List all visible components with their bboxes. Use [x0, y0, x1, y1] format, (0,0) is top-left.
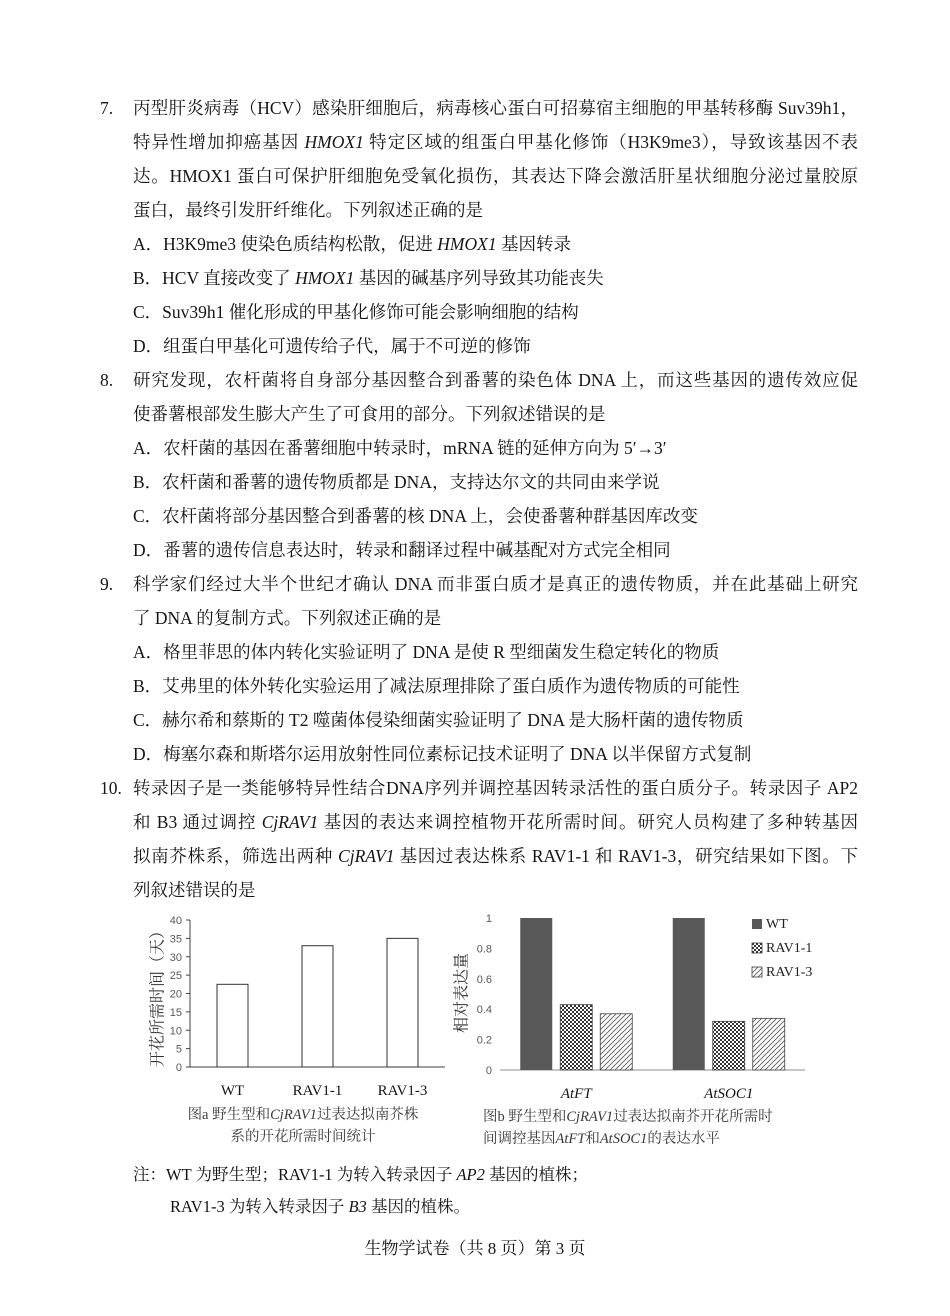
option-d: [133, 737, 858, 771]
y-tick-label: 0: [485, 1065, 492, 1077]
bar: [600, 1014, 632, 1070]
caption-line: [483, 1106, 813, 1128]
option-text: A．H3K9me3 使染色质结构松散，促进: [133, 234, 438, 254]
stem-text: 科学家们经过大半个世纪才确认 DNA 而非蛋白质才是真正的遗传物质，并在此基础上研究: [133, 574, 858, 594]
option-a: [133, 431, 858, 465]
option-text: D．组蛋白甲基化可遗传给子代，属于不可逆的修饰: [133, 336, 531, 356]
legend-swatch: [752, 943, 762, 953]
option-text: 基因的碱基序列导致其功能丧失: [354, 268, 604, 288]
option-b: [133, 261, 858, 295]
option-b: [133, 669, 858, 703]
y-tick-label: 0.6: [476, 973, 492, 986]
stem-text: 特异性增加抑癌基因: [133, 132, 305, 152]
stem-line: [133, 771, 858, 805]
caption-line: [483, 1128, 813, 1150]
stem-text: 使番薯根部发生膨大产生了可食用的部分。下列叙述错误的是: [133, 404, 606, 424]
gene-name: AP2: [456, 1165, 485, 1184]
figure-b-caption: [483, 1106, 813, 1150]
gene-name: HMOX1: [295, 268, 355, 288]
option-text: D．番薯的遗传信息表达时，转录和翻译过程中碱基配对方式完全相同: [133, 540, 671, 560]
y-tick-label: 0.4: [476, 1004, 492, 1017]
gene-name: AtFT: [555, 1131, 586, 1147]
y-tick-label: 0: [175, 1062, 182, 1074]
option-c: [133, 499, 858, 533]
caption-text: 和: [585, 1131, 600, 1147]
stem-line: [133, 567, 858, 601]
option-text: 基因转录: [496, 234, 571, 254]
stem-text: 转录因子是一类能够特异性结合DNA序列并调控基因转录活性的蛋白质分子。转录因子 AP2: [133, 778, 858, 798]
caption-text: 过表达拟南芥株: [316, 1107, 419, 1123]
note-text: RAV1-3 为转入转录因子: [170, 1197, 349, 1216]
stem-line: [133, 601, 858, 635]
gene-expression-bar-chart: [450, 905, 830, 1105]
question-8: [100, 363, 858, 567]
option-c: [133, 703, 858, 737]
stem-line: [133, 839, 858, 873]
note-line: [133, 1159, 588, 1191]
x-tick-label: AtSOC1: [704, 1086, 754, 1102]
y-tick-label: 35: [169, 933, 182, 946]
option-d: [133, 533, 858, 567]
note-text: 基因的植株；: [484, 1165, 588, 1184]
question-number: 10.: [100, 778, 122, 798]
gene-name: HMOX1: [304, 132, 364, 152]
question-list: [100, 91, 859, 907]
x-tick-label: RAV1-3: [377, 1083, 428, 1099]
caption-text: 图b 野生型和: [483, 1109, 567, 1125]
stem-text: 拟南芥株系，筛选出两种: [133, 846, 339, 866]
y-tick-label: 25: [169, 970, 182, 983]
gene-name: AtSOC1: [599, 1131, 648, 1147]
option-c: [133, 295, 858, 329]
y-tick-label: 0.8: [476, 943, 492, 956]
figure-note: [133, 1159, 588, 1223]
caption-text: 过表达拟南芥开花所需时: [613, 1109, 773, 1125]
stem-text: 基因过表达株系 RAV1-1 和 RAV1-3，研究结果如下图。下: [394, 846, 858, 866]
stem-text: 丙型肝炎病毒（HCV）感染肝细胞后，病毒核心蛋白可招募宿主细胞的甲基转移酶 Suv39h1，: [133, 98, 858, 118]
question-number: 9.: [100, 574, 114, 594]
option-a: [133, 227, 858, 261]
question-number: 8.: [100, 370, 114, 390]
option-b: [133, 465, 858, 499]
figure-a-caption: [168, 1104, 438, 1148]
bar: [753, 1018, 785, 1070]
option-text: B．农杆菌和番薯的遗传物质都是 DNA，支持达尔文的共同由来学说: [133, 472, 660, 492]
stem-text: 列叙述错误的是: [133, 880, 256, 900]
question-9: [100, 567, 858, 771]
option-text: A．格里菲思的体内转化实验证明了 DNA 是使 R 型细菌发生稳定转化的物质: [133, 642, 720, 662]
y-axis-title: 开花所需时间（天）: [149, 922, 167, 1068]
note-line: [133, 1191, 588, 1223]
note-text: 注：WT 为野生型；RAV1-1 为转入转录因子: [133, 1165, 457, 1184]
option-text: B．艾弗里的体外转化实验运用了减法原理排除了蛋白质作为遗传物质的可能性: [133, 676, 740, 696]
y-tick-label: 30: [169, 951, 182, 964]
bar: [302, 946, 333, 1067]
stem-text: 研究发现，农杆菌将自身部分基因整合到番薯的染色体 DNA 上，而这些基因的遗传效应促: [133, 370, 858, 390]
y-tick-label: 20: [169, 988, 182, 1001]
gene-name: CjRAV1: [566, 1109, 614, 1125]
stem-text: 和 B3 通过调控: [133, 812, 262, 832]
caption-text: 的表达水平: [647, 1131, 720, 1147]
stem-text: 达。HMOX1 蛋白可保护肝细胞免受氧化损伤，其表达下降会激活肝星状细胞分泌过量胶原: [133, 166, 858, 186]
caption-line: [168, 1126, 438, 1148]
stem-line: [133, 159, 858, 193]
option-text: C．Suv39h1 催化形成的甲基化修饰可能会影响细胞的结构: [133, 302, 579, 322]
stem-text: 基因的表达来调控植物开花所需时间。研究人员构建了多种转基因: [318, 812, 858, 832]
question-7: [100, 91, 859, 363]
flowering-time-bar-chart: [140, 905, 460, 1105]
note-text: 基因的植株。: [366, 1197, 470, 1216]
y-tick-label: 40: [169, 915, 182, 927]
option-text: B．HCV 直接改变了: [133, 268, 296, 288]
gene-name: HMOX1: [437, 234, 497, 254]
caption-text: 间调控基因: [483, 1131, 556, 1147]
option-text: C．农杆菌将部分基因整合到番薯的核 DNA 上，会使番薯种群基因库改变: [133, 506, 698, 526]
legend-label: RAV1-3: [766, 965, 813, 980]
question-10: [100, 771, 858, 907]
option-text: D．梅塞尔森和斯塔尔运用放射性同位素标记技术证明了 DNA 以半保留方式复制: [133, 744, 752, 764]
question-number: 7.: [100, 98, 114, 118]
stem-line: [133, 91, 858, 125]
legend-label: RAV1-1: [766, 941, 813, 956]
caption-text: 系的开花所需时间统计: [230, 1129, 376, 1145]
page-footer: 生物学试卷（共 8 页）第 3 页: [364, 1239, 586, 1258]
bar: [520, 918, 552, 1070]
legend-swatch: [752, 919, 762, 929]
y-axis-title: 相对表达量: [453, 952, 471, 1034]
option-text: A．农杆菌的基因在番薯细胞中转录时，mRNA 链的延伸方向为 5′→3′: [133, 438, 667, 458]
option-d: [133, 329, 858, 363]
gene-name: B3: [348, 1197, 367, 1216]
y-tick-label: 10: [169, 1025, 182, 1038]
stem-text: 特定区域的组蛋白甲基化修饰（H3K9me3），导致该基因不表: [363, 132, 859, 152]
bar: [713, 1021, 745, 1070]
x-tick-label: RAV1-1: [292, 1083, 343, 1099]
x-tick-label: WT: [220, 1083, 245, 1099]
stem-text: 了 DNA 的复制方式。下列叙述正确的是: [133, 608, 442, 628]
bar: [673, 918, 705, 1070]
stem-line: [133, 873, 858, 907]
gene-name: CjRAV1: [338, 846, 395, 866]
gene-name: CjRAV1: [261, 812, 319, 832]
stem-line: [133, 805, 858, 839]
bar: [387, 938, 418, 1067]
stem-line: [133, 397, 858, 431]
y-tick-label: 5: [175, 1043, 182, 1056]
legend-label: WT: [766, 917, 788, 932]
x-tick-label: AtFT: [560, 1086, 592, 1102]
bar: [217, 984, 248, 1067]
y-tick-label: 1: [485, 913, 492, 925]
caption-text: 图a 野生型和: [187, 1107, 271, 1123]
y-tick-label: 15: [169, 1006, 182, 1019]
caption-line: [168, 1104, 438, 1126]
gene-name: CjRAV1: [270, 1107, 317, 1123]
stem-text: 蛋白，最终引发肝纤维化。下列叙述正确的是: [133, 200, 483, 220]
legend-swatch: [752, 967, 762, 977]
bar: [560, 1005, 592, 1070]
stem-line: [133, 363, 858, 397]
stem-line: [133, 125, 858, 159]
stem-line: [133, 193, 858, 227]
option-a: [133, 635, 858, 669]
y-tick-label: 0.2: [476, 1034, 492, 1047]
option-text: C．赫尔希和蔡斯的 T2 噬菌体侵染细菌实验证明了 DNA 是大肠杆菌的遗传物质: [133, 710, 744, 730]
